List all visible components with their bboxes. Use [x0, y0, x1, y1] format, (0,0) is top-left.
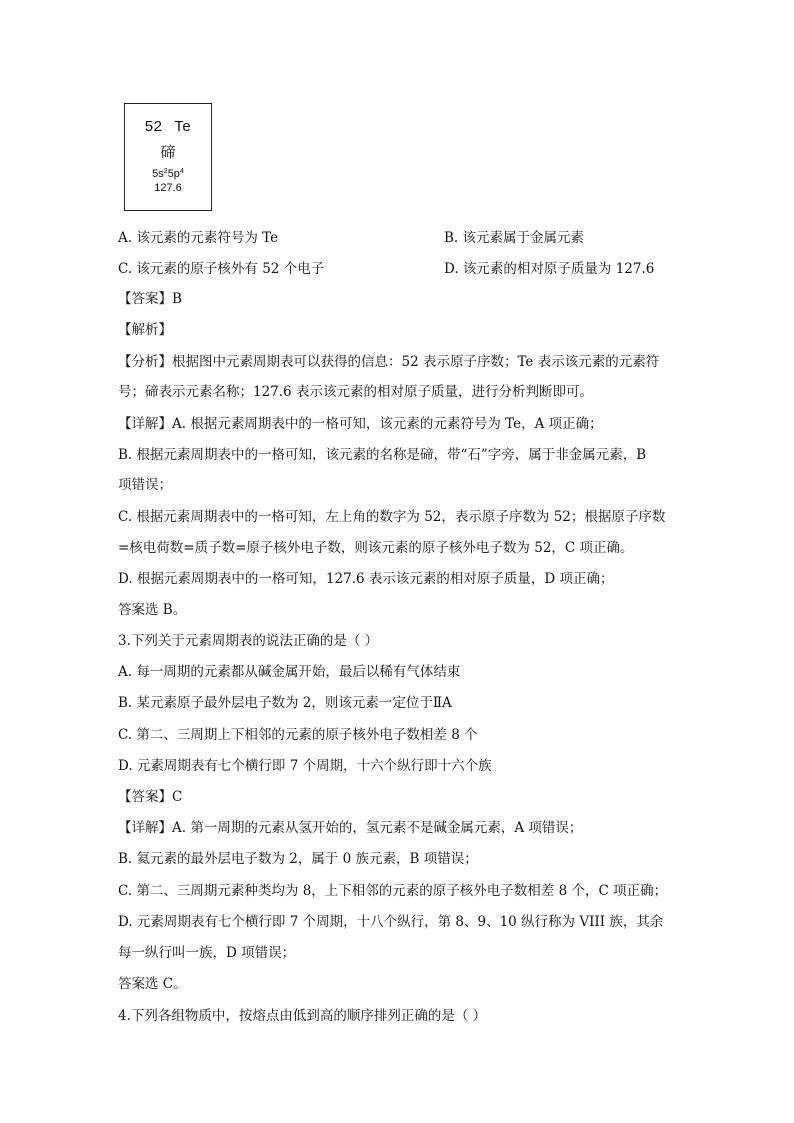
- element-header: [125, 118, 211, 135]
- q2-line: 【详解】A. 根据元素周期表中的一格可知，该元素的元素符号为 Te，A 项正确；: [118, 416, 603, 432]
- q3-line: B. 氦元素的最外层电子数为 2，属于 0 族元素，B 项错误；: [118, 851, 478, 867]
- q2-line: 答案选 B。: [118, 602, 187, 618]
- q3-option-d: D. 元素周期表有七个横行即 7 个周期，十六个纵行即十六个族: [118, 758, 492, 774]
- q3-line: 每一纵行叫一族，D 项错误；: [118, 945, 296, 961]
- q3-line: 【详解】A. 第一周期的元素从氢开始的，氢元素不是碱金属元素，A 项错误；: [118, 820, 583, 836]
- q2-option-c: C. 该元素的原子核外有 52 个电子: [118, 261, 325, 277]
- q3-option-b: B. 某元素原子最外层电子数为 2，则该元素一定位于ⅡA: [118, 695, 452, 711]
- q4-question: 4.下列各组物质中，按熔点由低到高的顺序排列正确的是（ ）: [118, 1008, 487, 1024]
- q2-line: B. 根据元素周期表中的一格可知，该元素的名称是碲，带“石”字旁，属于非金属元素，B: [118, 447, 647, 463]
- q3-answer: 【答案】C: [118, 789, 183, 805]
- q3-option-c: C. 第二、三周期上下相邻的元素的原子核外电子数相差 8 个: [118, 727, 478, 743]
- q2-option-b: B. 该元素属于金属元素: [444, 230, 585, 246]
- element-name: 碲: [160, 143, 176, 161]
- q2-line: D. 根据元素周期表中的一格可知，127.6 表示该元素的相对原子质量，D 项正确；: [118, 571, 614, 587]
- q2-line: C. 根据元素周期表中的一格可知，左上角的数字为 52，表示原子序数为 52；根据原子序数: [118, 509, 666, 525]
- q2-analysis-heading: 【解析】: [118, 322, 172, 338]
- q3-question: 3.下列关于元素周期表的说法正确的是（ ）: [118, 633, 379, 649]
- electron-configuration: $5s^25p^4$: [152, 168, 184, 180]
- q2-answer: 【答案】B: [118, 291, 182, 307]
- q2-line: =核电荷数=质子数=原子核外电子数，则该元素的原子核外电子数为 52，C 项正确。: [118, 540, 634, 556]
- atomic-mass: 127.6: [154, 182, 182, 194]
- q3-line: 答案选 C。: [118, 976, 187, 992]
- q2-option-a: A. 该元素的元素符号为 Te: [118, 230, 279, 246]
- q2-line: 号；碲表示元素名称；127.6 表示该元素的相对原子质量，进行分析判断即可。: [118, 384, 593, 400]
- q3-option-a: A. 每一周期的元素都从碱金属开始，最后以稀有气体结束: [118, 664, 461, 680]
- element-symbol: Te: [174, 118, 192, 135]
- q2-line: 【分析】根据图中元素周期表可以获得的信息：52 表示原子序数；Te 表示该元素的元素符: [118, 354, 660, 370]
- q3-line: C. 第二、三周期元素种类均为 8，上下相邻的元素的原子核外电子数相差 8 个，C 项正确；: [118, 883, 668, 899]
- periodic-table-cell: [124, 103, 212, 211]
- q3-line: D. 元素周期表有七个横行即 7 个周期，十八个纵行，第 8、9、10 纵行称为 VIII 族，其余: [118, 914, 664, 930]
- atomic-number: 52: [144, 118, 163, 135]
- q2-line: 项错误；: [118, 477, 172, 493]
- q2-option-d: D. 该元素的相对原子质量为 127.6: [444, 261, 655, 277]
